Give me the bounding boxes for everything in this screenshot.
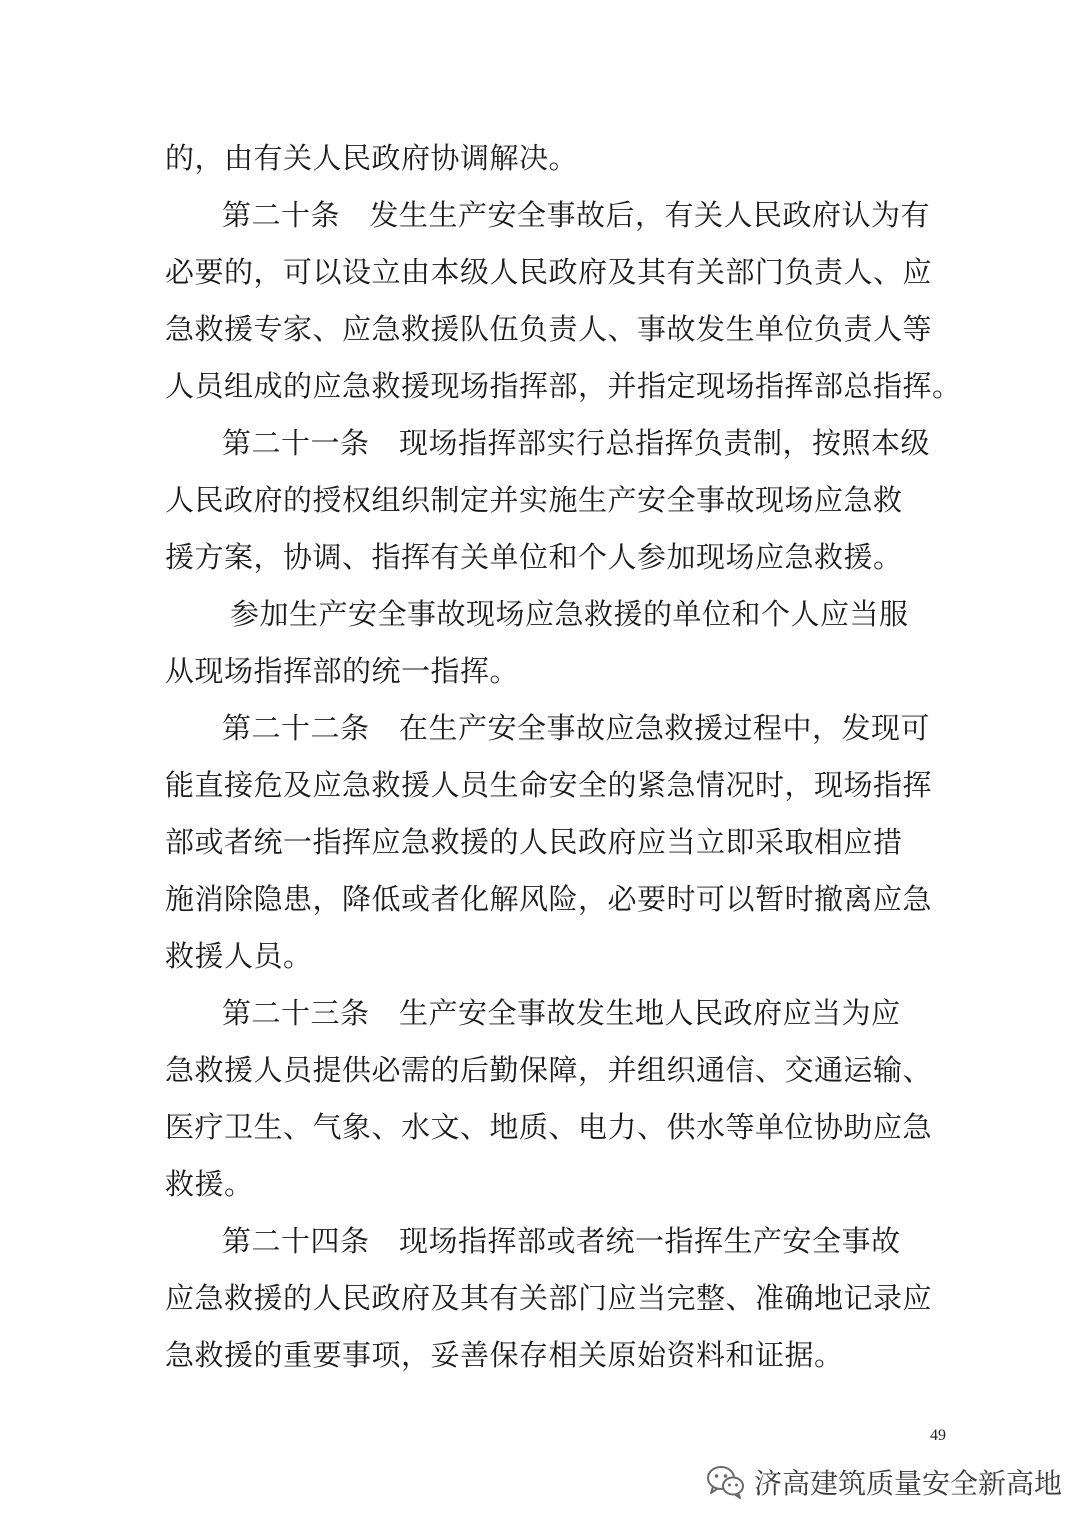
page-number: 49 xyxy=(930,1427,946,1444)
text-line: 救援人员。 xyxy=(165,939,313,973)
watermark xyxy=(706,1457,1062,1507)
text-line: 能直接危及应急救援人员生命安全的紧急情况时，现场指挥 xyxy=(165,768,933,802)
text-line: 施消除隐患，降低或者化解风险，必要时可以暂时撤离应急 xyxy=(165,882,933,916)
text-line: 援方案，协调、指挥有关单位和个人参加现场应急救援。 xyxy=(165,540,903,574)
text-line: 人民政府的授权组织制定并实施生产安全事故现场应急救 xyxy=(165,483,903,517)
text-line: 部或者统一指挥应急救援的人民政府应当立即采取相应措 xyxy=(165,825,903,859)
text-line: 急救援人员提供必需的后勤保障，并组织通信、交通运输、 xyxy=(165,1053,933,1087)
article-22-heading-line: 第二十二条 在生产安全事故应急救援过程中，发现可 xyxy=(222,711,931,745)
text-line: 急救援专家、应急救援队伍负责人、事故发生单位负责人等 xyxy=(165,312,933,346)
article-24-heading-line: 第二十四条 现场指挥部或者统一指挥生产安全事故 xyxy=(222,1224,901,1258)
article-20-heading-line: 第二十条 发生生产安全事故后，有关人民政府认为有 xyxy=(222,198,931,232)
text-line: 的，由有关人民政府协调解决。 xyxy=(165,141,579,175)
article-21-heading-line: 第二十一条 现场指挥部实行总指挥负责制，按照本级 xyxy=(222,426,931,460)
paragraph-start-line: 参加生产安全事故现场应急救援的单位和个人应当服 xyxy=(230,597,909,631)
wechat-icon xyxy=(706,1464,746,1500)
text-line: 应急救援的人民政府及其有关部门应当完整、准确地记录应 xyxy=(165,1281,933,1315)
text-line: 救援。 xyxy=(165,1167,254,1201)
text-line: 医疗卫生、气象、水文、地质、电力、供水等单位协助应急 xyxy=(165,1110,933,1144)
text-line: 从现场指挥部的统一指挥。 xyxy=(165,654,520,688)
text-line: 必要的，可以设立由本级人民政府及其有关部门负责人、应 xyxy=(165,255,933,289)
article-23-heading-line: 第二十三条 生产安全事故发生地人民政府应当为应 xyxy=(222,996,901,1030)
watermark-account-name: 济高建筑质量安全新高地 xyxy=(754,1467,1063,1500)
text-line: 急救援的重要事项，妥善保存相关原始资料和证据。 xyxy=(165,1338,844,1372)
text-line: 人员组成的应急救援现场指挥部，并指定现场指挥部总指挥。 xyxy=(165,369,962,403)
